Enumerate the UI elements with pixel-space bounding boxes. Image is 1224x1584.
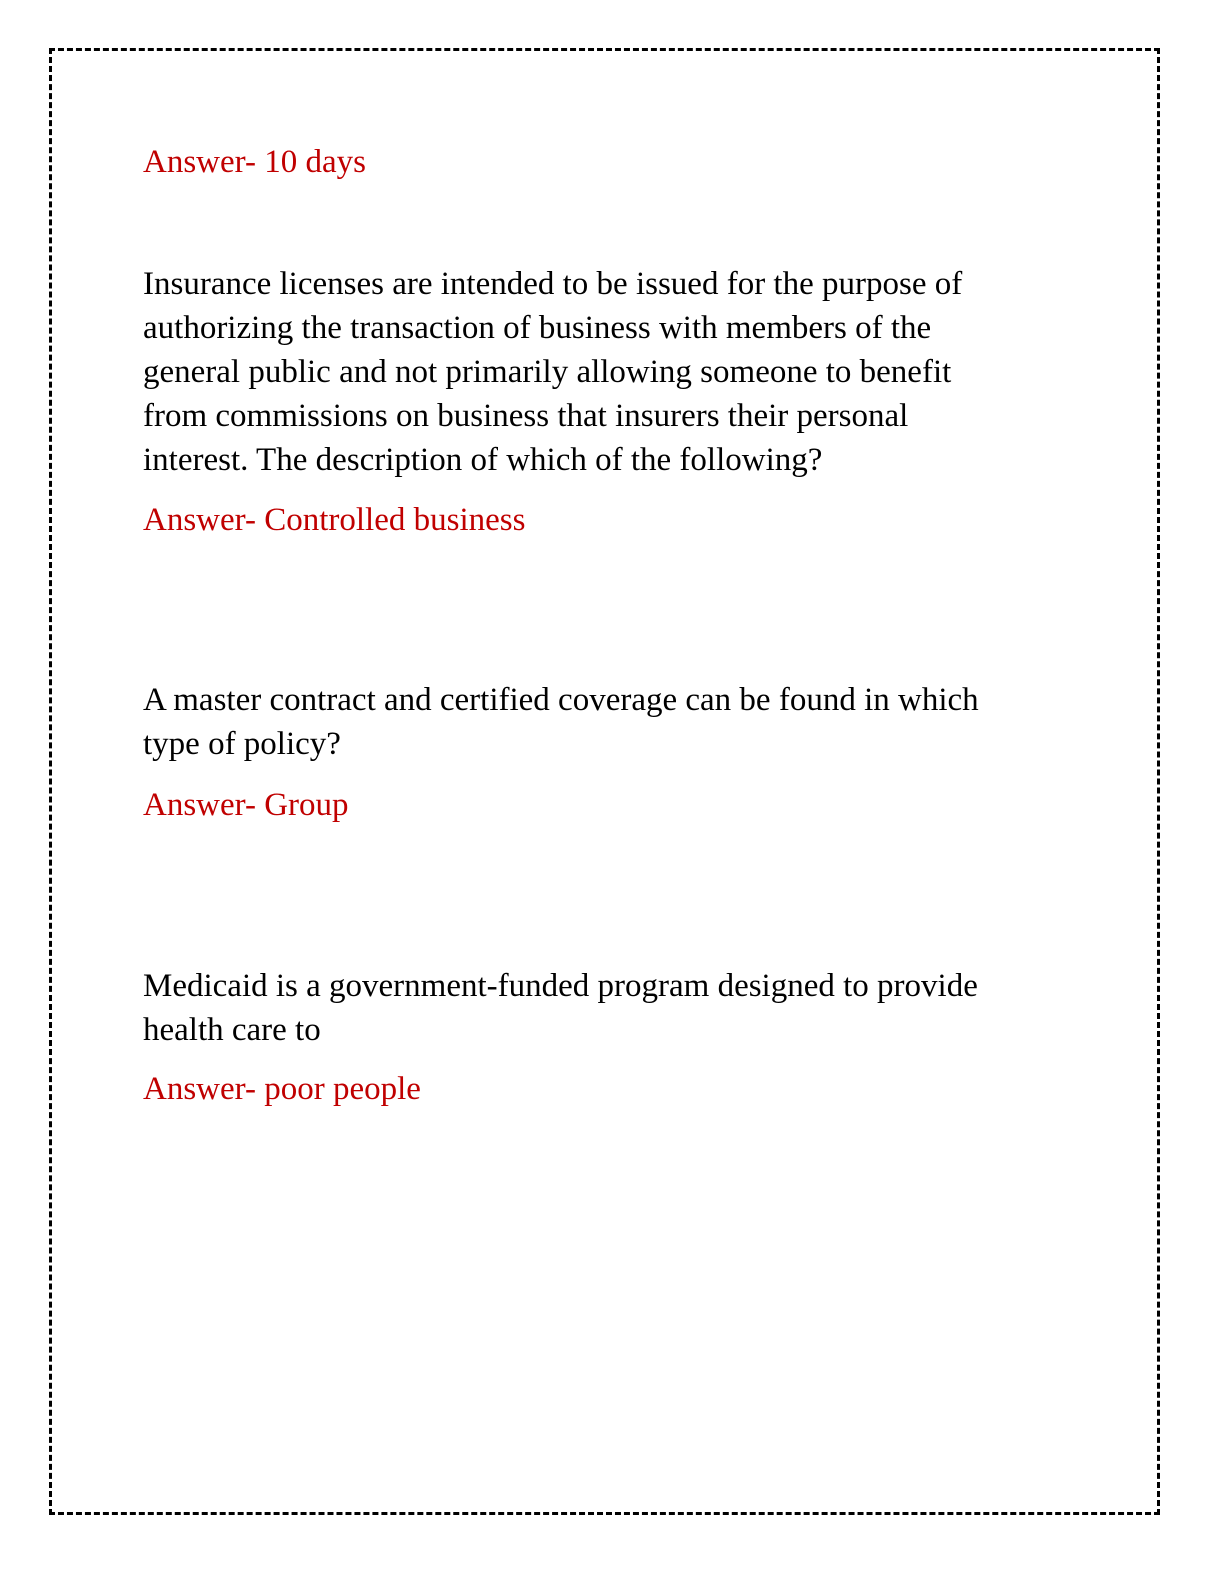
question-3-line-1: A master contract and certified coverage can be found in which bbox=[143, 682, 979, 718]
answer-1: Answer- 10 days bbox=[143, 144, 366, 180]
question-4-line-1: Medicaid is a government-funded program designed to provide bbox=[143, 968, 978, 1004]
question-2-line-4: from commissions on business that insurers their personal bbox=[143, 398, 909, 434]
question-2 bbox=[143, 262, 1073, 482]
answer-4: Answer- poor people bbox=[143, 1071, 421, 1107]
question-2-line-3: general public and not primarily allowing someone to benefit bbox=[143, 354, 952, 390]
question-4-line-2: health care to bbox=[143, 1012, 321, 1048]
answer-2: Answer- Controlled business bbox=[143, 502, 526, 538]
question-3-line-2: type of policy? bbox=[143, 726, 341, 762]
question-2-line-2: authorizing the transaction of business with members of the bbox=[143, 310, 932, 346]
question-2-line-1: Insurance licenses are intended to be issued for the purpose of bbox=[143, 266, 963, 302]
question-4 bbox=[143, 964, 1073, 1052]
question-2-line-5: interest. The description of which of the following? bbox=[143, 442, 823, 478]
answer-3: Answer- Group bbox=[143, 787, 349, 823]
question-3 bbox=[143, 678, 1073, 766]
